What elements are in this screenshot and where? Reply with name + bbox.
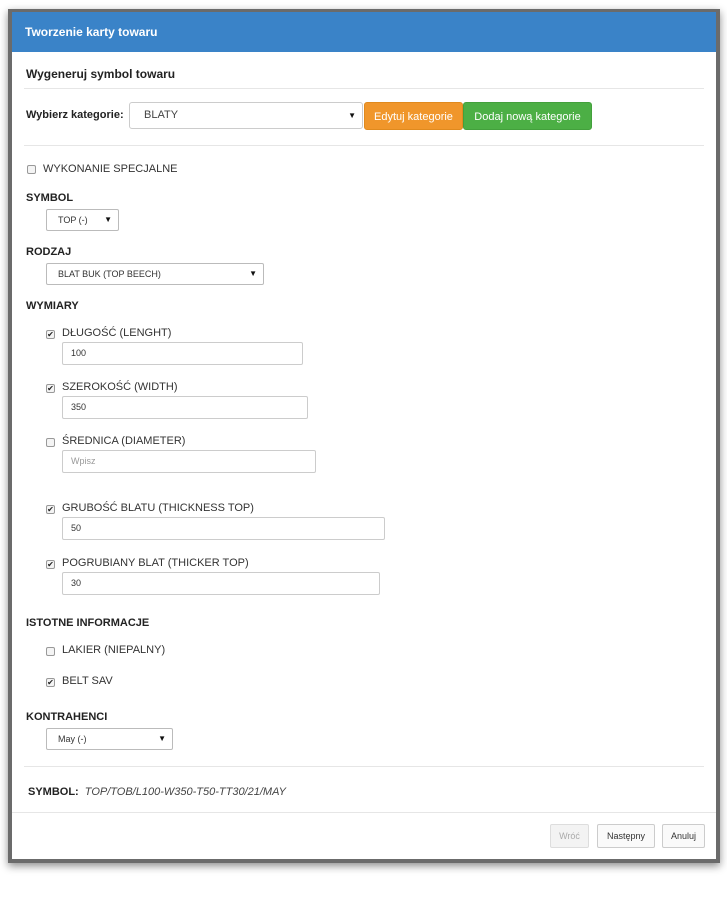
symbol-select[interactable] xyxy=(46,209,119,231)
type-select[interactable] xyxy=(46,263,264,285)
add-category-button[interactable]: Dodaj nową kategorie xyxy=(463,102,592,130)
contractors-selected-value: May (-) xyxy=(58,734,87,744)
generated-symbol-value: TOP/TOB/L100-W350-T50-TT30/21/MAY xyxy=(84,786,286,798)
diameter-input[interactable]: Wpisz xyxy=(62,450,316,473)
belt-sav-checkbox[interactable]: ✔ xyxy=(47,678,54,687)
divider xyxy=(24,88,704,89)
lacquer-checkbox[interactable] xyxy=(46,647,55,656)
divider xyxy=(24,766,704,767)
symbol-selected-value: TOP (-) xyxy=(58,215,88,225)
width-checkbox[interactable]: ✔ xyxy=(47,384,54,393)
type-label: RODZAJ xyxy=(26,246,72,258)
thickness-top-input[interactable]: 50 xyxy=(62,517,385,540)
generated-symbol-key: SYMBOL: xyxy=(28,786,79,798)
chevron-down-icon: ▼ xyxy=(158,734,166,743)
back-button[interactable]: Wróć xyxy=(550,824,589,848)
edit-category-button[interactable]: Edytuj kategorie xyxy=(364,102,463,130)
lacquer-label: LAKIER (NIEPALNY) xyxy=(62,644,166,656)
width-label: SZEROKOŚĆ (WIDTH) xyxy=(62,381,178,393)
contractors-label: KONTRAHENCI xyxy=(26,711,108,723)
footer-divider xyxy=(12,812,716,813)
cancel-button[interactable]: Anuluj xyxy=(662,824,705,848)
thickness-top-label: GRUBOŚĆ BLATU (THICKNESS TOP) xyxy=(62,502,254,514)
diameter-label: ŚREDNICA (DIAMETER) xyxy=(62,435,186,447)
dialog-title: Tworzenie karty towaru xyxy=(12,12,716,52)
length-checkbox[interactable]: ✔ xyxy=(47,330,54,339)
length-input[interactable]: 100 xyxy=(62,342,303,365)
chevron-down-icon: ▼ xyxy=(104,215,112,224)
special-checkbox[interactable] xyxy=(27,165,36,174)
diameter-checkbox[interactable] xyxy=(46,438,55,447)
category-select[interactable] xyxy=(129,102,363,129)
symbol-label: SYMBOL xyxy=(26,192,74,204)
generate-symbol-title: Wygeneruj symbol towaru xyxy=(26,67,176,81)
category-label: Wybierz kategorie: xyxy=(26,109,124,121)
generated-symbol xyxy=(28,786,286,798)
thickness-top-checkbox[interactable]: ✔ xyxy=(47,505,54,514)
special-label: WYKONANIE SPECJALNE xyxy=(43,163,178,175)
chevron-down-icon: ▼ xyxy=(348,111,356,120)
category-selected-value: BLATY xyxy=(144,109,179,121)
thicker-top-input[interactable]: 30 xyxy=(62,572,380,595)
contractors-select[interactable] xyxy=(46,728,173,750)
next-button[interactable]: Następny xyxy=(597,824,655,848)
type-selected-value: BLAT BUK (TOP BEECH) xyxy=(58,269,161,279)
thicker-top-checkbox[interactable]: ✔ xyxy=(47,560,54,569)
length-label: DŁUGOŚĆ (LENGHT) xyxy=(62,327,172,339)
info-label: ISTOTNE INFORMACJE xyxy=(26,617,150,629)
thicker-top-label: POGRUBIANY BLAT (THICKER TOP) xyxy=(62,557,249,569)
divider xyxy=(24,145,704,146)
chevron-down-icon: ▼ xyxy=(249,269,257,278)
belt-sav-label: BELT SAV xyxy=(62,675,113,687)
width-input[interactable]: 350 xyxy=(62,396,308,419)
dimensions-label: WYMIARY xyxy=(26,300,79,312)
create-product-card-dialog xyxy=(8,9,720,863)
